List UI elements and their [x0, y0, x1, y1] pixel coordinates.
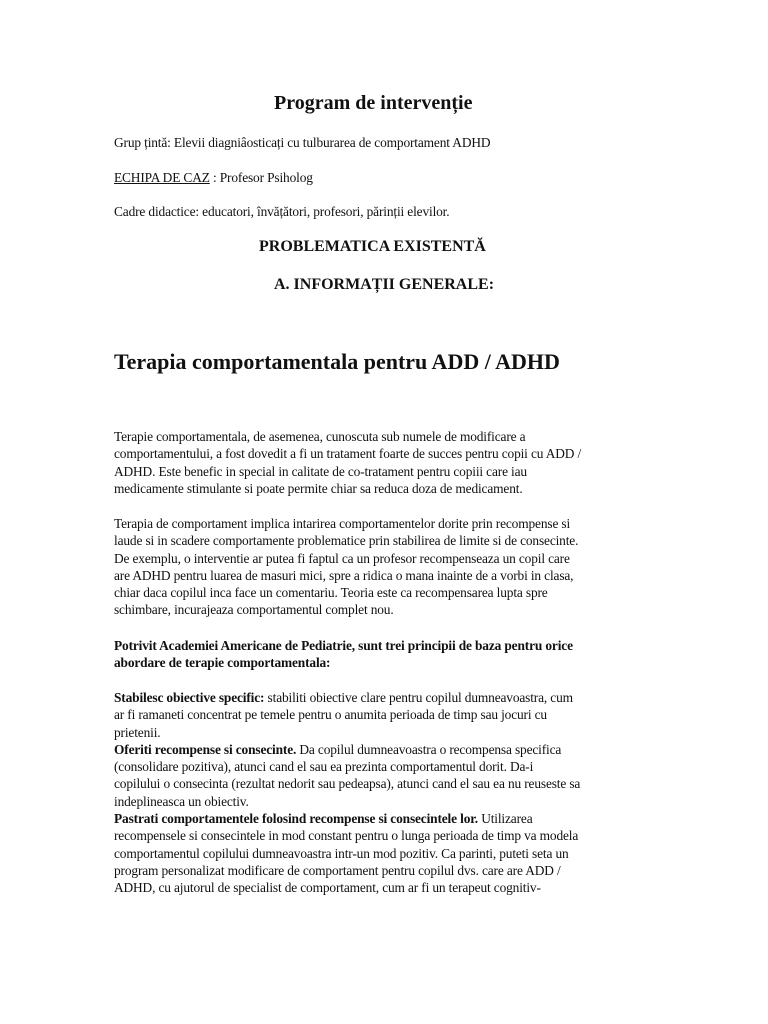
second-paragraph [114, 515, 658, 619]
paragraph-line: laude si in scadere comportamente problematice prin stabilirea de limite si de consecinte. [114, 533, 579, 549]
principle-2-title: Oferiti recompense si consecinte. [114, 741, 297, 757]
paragraph-line: chiar daca copilul inca face un comentariu. Teoria este ca recompensarea lupta spre [114, 585, 548, 601]
principle-3-line: Pastrati comportamentele folosind recompense si consecintele lor. Utilizarea [114, 811, 533, 827]
principles-list [114, 689, 658, 897]
principles-intro-line: abordare de terapie comportamentala: [114, 655, 331, 671]
principle-2-line: indeplineasca un obiectiv. [114, 793, 249, 809]
principle-3-line: recompensele si consecintele in mod constant pentru o lunga perioada de timp va modela [114, 828, 579, 844]
section-heading: PROBLEMATICA EXISTENTĂ [259, 238, 486, 255]
intro-paragraph [114, 428, 658, 497]
principle-2-line: copilului o consecinta (rezultat nedorit sau pedeapsa), atunci cand el sau ea nu reuseste sa [114, 776, 581, 792]
paragraph-line: schimbare, incurajeaza comportamentul complet nou. [114, 602, 394, 618]
paragraph-line: are ADHD pentru luarea de masuri mici, spre a ridica o mana inainte de a vorbi in clasa, [114, 567, 574, 583]
principle-1-line: ar fi ramaneti concentrat pe temele pentru o anumita perioada de timp sau jocuri cu [114, 707, 547, 723]
paragraph-line: De exemplu, o interventie ar putea fi faptul ca un profesor recompenseaza un copil care [114, 550, 570, 566]
paragraph-line: comportamentului, a fost dovedit a fi un tratament foarte de succes pentru copii cu ADD / [114, 446, 582, 462]
principle-3-title: Pastrati comportamentele folosind recompense si consecintele lor. [114, 811, 478, 827]
paragraph-line: medicamente stimulante si poate permite chiar sa reduca doza de medicament. [114, 480, 523, 496]
page-title: Program de intervenție [274, 92, 473, 114]
principle-1-line: prietenii. [114, 724, 161, 740]
principle-1-title: Stabilesc obiective specific: [114, 690, 265, 705]
principle-3-line: comportamentul copilului dumneavoastra intr-un mod pozitiv. Ca parinti, puteti seta un [114, 845, 569, 861]
paragraph-line: ADHD. Este benefic in special in calitate de co-tratament pentru copiii care iau [114, 463, 527, 479]
paragraph-line: Terapia de comportament implica intarirea comportamentelor dorite prin recompense si [114, 516, 571, 531]
subsection-heading: A. INFORMAȚII GENERALE: [274, 276, 495, 293]
article-heading: Terapia comportamentala pentru ADD / ADHD [114, 349, 560, 374]
principles-intro-line: Potrivit Academiei Americane de Pediatrie, sunt trei principii de baza pentru orice [114, 638, 573, 653]
principle-1-line: Stabilesc obiective specific: stabiliti obiective clare pentru copilul dumneavoastra, cum [114, 690, 573, 705]
target-group-line: Grup țintă: Elevii diagniâosticați cu tulburarea de comportament ADHD [114, 135, 491, 150]
teaching-staff-line: Cadre didactice: educatori, învățători, profesori, părinții elevilor. [114, 204, 450, 219]
case-team-value: : Profesor Psiholog [209, 170, 313, 185]
principles-intro [114, 637, 658, 672]
principle-2-line: Oferiti recompense si consecinte. Da copilul dumneavoastra o recompensa specifica [114, 741, 562, 757]
paragraph-line: Terapie comportamentala, de asemenea, cunoscuta sub numele de modificare a [114, 429, 526, 444]
principle-3-line: program personalizat modificare de comportament pentru copilul dvs. care are ADD / [114, 862, 561, 878]
principle-3-line: ADHD, cu ajutorul de specialist de comportament, cum ar fi un terapeut cognitiv- [114, 880, 541, 896]
case-team-line [114, 170, 313, 186]
case-team-label: ECHIPA DE CAZ [114, 170, 210, 185]
principle-2-line: (consolidare pozitiva), atunci cand el sau ea prezinta comportamentul dorit. Da-i [114, 759, 534, 775]
